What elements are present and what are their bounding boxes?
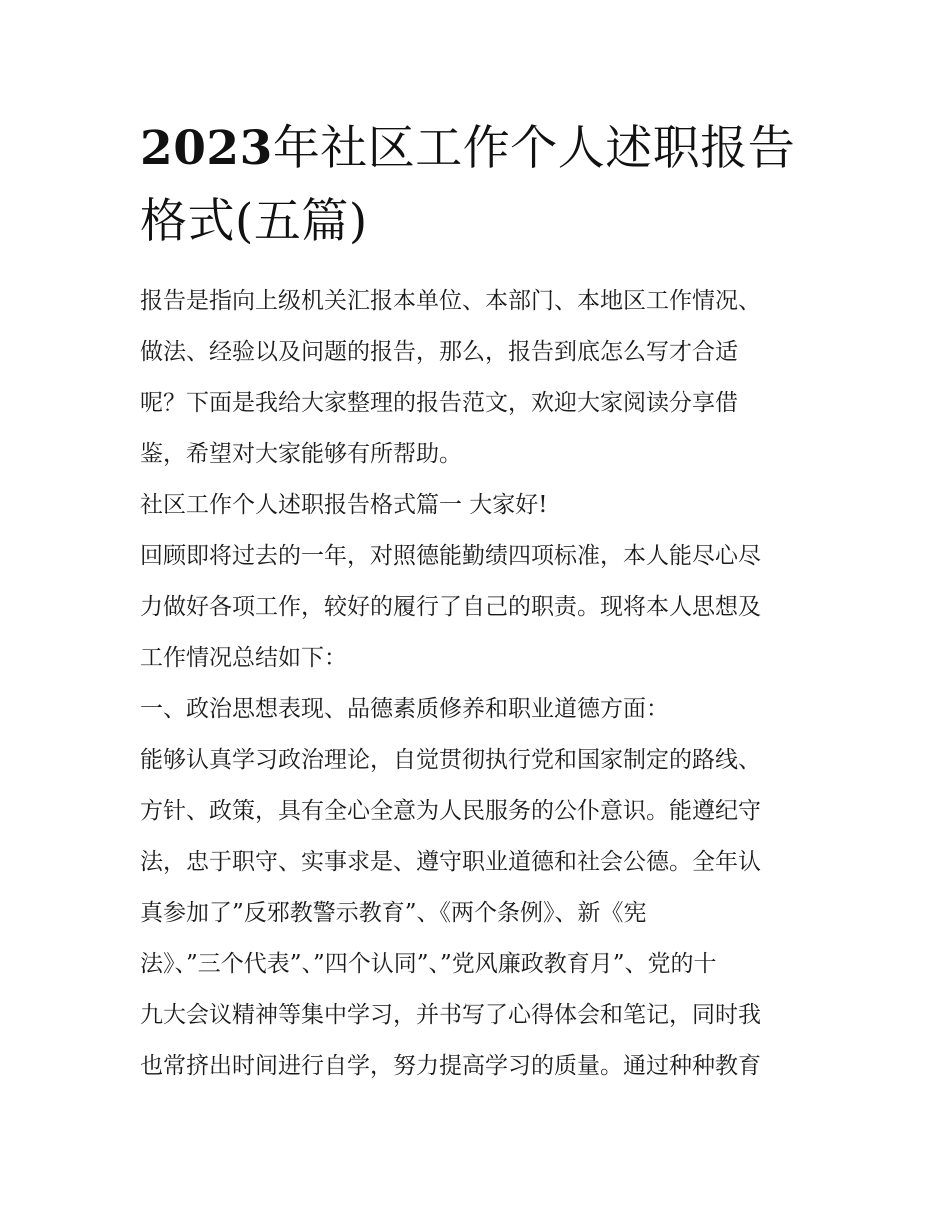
- text-line: 工作情况总结如下：: [140, 645, 347, 671]
- text-line: 真参加了”反邪教警示教育”、《两个条例》、新《宪: [140, 900, 647, 926]
- text-line: 报告是指向上级机关汇报本单位、本部门、本地区工作情况、: [140, 288, 761, 314]
- text-line: 法》、”三个代表”、”四个认同”、”党风廉政教育月”、党的十: [140, 951, 717, 977]
- paragraph-intro: [140, 276, 815, 480]
- text-line: 方针、政策，具有全心全意为人民服务的公仆意识。能遵纪守: [140, 798, 761, 824]
- paragraph-political: [140, 735, 815, 1092]
- text-line: 力做好各项工作，较好的履行了自己的职责。现将本人思想及: [140, 594, 761, 620]
- text-line: 也常挤出时间进行自学，努力提高学习的质量。通过种种教育: [140, 1053, 761, 1079]
- paragraph-section-heading: [140, 480, 815, 531]
- text-line: 回顾即将过去的一年，对照德能勤绩四项标准，本人能尽心尽: [140, 543, 761, 569]
- text-line: 做法、经验以及问题的报告，那么，报告到底怎么写才合适: [140, 339, 738, 365]
- text-line: 呢？下面是我给大家整理的报告范文，欢迎大家阅读分享借: [140, 390, 738, 416]
- text-line: 鉴，希望对大家能够有所帮助。: [140, 441, 462, 467]
- title-line-1: [140, 112, 820, 185]
- title-line-1-text: 年社区工作个人述职报告: [272, 121, 796, 176]
- text-line: 九大会议精神等集中学习，并书写了心得体会和笔记，同时我: [140, 1002, 761, 1028]
- text-line: 一、政治思想表现、品德素质修养和职业道德方面：: [140, 696, 669, 722]
- paragraph-review: [140, 531, 815, 684]
- title-year: 2023: [140, 121, 273, 176]
- document-body: [140, 276, 815, 1092]
- text-line: 能够认真学习政治理论，自觉贯彻执行党和国家制定的路线、: [140, 747, 761, 773]
- title-line-2: 格式(五篇): [140, 194, 368, 249]
- document-title: [140, 112, 820, 258]
- text-line: 法，忠于职守、实事求是、遵守职业道德和社会公德。全年认: [140, 849, 761, 875]
- text-line: 社区工作个人述职报告格式篇一 大家好!: [140, 492, 548, 518]
- paragraph-subheading-1: [140, 684, 815, 735]
